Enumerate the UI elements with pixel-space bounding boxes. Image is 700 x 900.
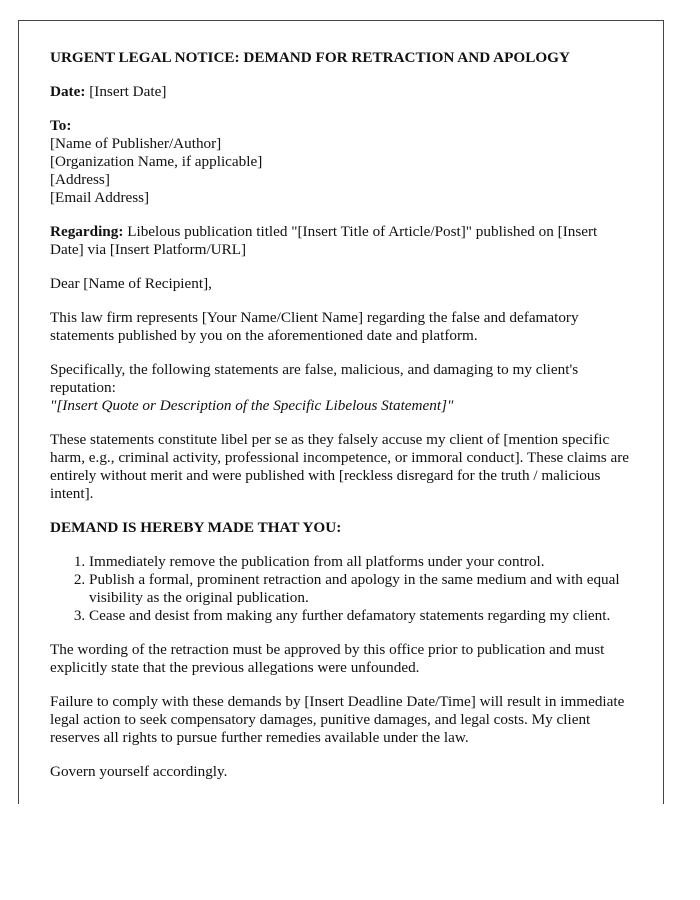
closing: Govern yourself accordingly. <box>50 763 228 780</box>
recipient-block <box>50 117 632 207</box>
demand-list <box>50 553 632 625</box>
date-line <box>50 83 632 101</box>
paragraph-retraction-wording: The wording of the retraction must be approved by this office prior to publication and must explicitly state that the previous allegations were unfounded. <box>50 641 605 676</box>
recipient-organization: [Organization Name, if applicable] <box>50 153 263 170</box>
salutation: Dear [Name of Recipient], <box>50 275 212 292</box>
demand-item: 2. Publish a formal, prominent retraction and apology in the same medium and with equal visibility as the original publication. <box>89 571 632 607</box>
demand-heading: DEMAND IS HEREBY MADE THAT YOU: <box>50 519 342 536</box>
regarding-line <box>50 223 632 259</box>
paragraph-deadline: Failure to comply with these demands by [Insert Deadline Date/Time] will result in immediate legal action to seek compensatory damages, punitive damages, and legal costs. My client reserves all rights to pursue further remedies available under the law. <box>50 693 625 746</box>
libelous-quote: "[Insert Quote or Description of the Specific Libelous Statement]" <box>50 397 454 414</box>
recipient-name: [Name of Publisher/Author] <box>50 135 222 152</box>
paragraph-statements <box>50 361 632 415</box>
date-label: Date: <box>50 83 86 100</box>
demand-item: 1. Immediately remove the publication from all platforms under your control. <box>89 553 632 571</box>
recipient-address: [Address] <box>50 171 110 188</box>
demand-item: 3. Cease and desist from making any further defamatory statements regarding my client. <box>89 607 632 625</box>
paragraph-libel: These statements constitute libel per se as they falsely accuse my client of [mention specific harm, e.g., criminal activity, professional incompetence, or immoral conduct]. These claims are entirely without merit and were published with [reckless disregard for the truth / malicious intent]. <box>50 431 630 502</box>
document-title: URGENT LEGAL NOTICE: DEMAND FOR RETRACTION AND APOLOGY <box>50 49 570 66</box>
paragraph-representation: This law firm represents [Your Name/Client Name] regarding the false and defamatory statements published by you on the aforementioned date and platform. <box>50 309 579 344</box>
regarding-label: Regarding: <box>50 223 124 240</box>
statements-intro: Specifically, the following statements are false, malicious, and damaging to my client's reputation: <box>50 361 579 396</box>
regarding-text: Libelous publication titled "[Insert Title of Article/Post]" published on [Insert Date] via [Insert Platform/URL] <box>50 223 598 258</box>
recipient-email: [Email Address] <box>50 189 150 206</box>
legal-notice-document <box>18 20 664 804</box>
date-value: [Insert Date] <box>85 83 167 100</box>
to-label: To: <box>50 117 72 134</box>
